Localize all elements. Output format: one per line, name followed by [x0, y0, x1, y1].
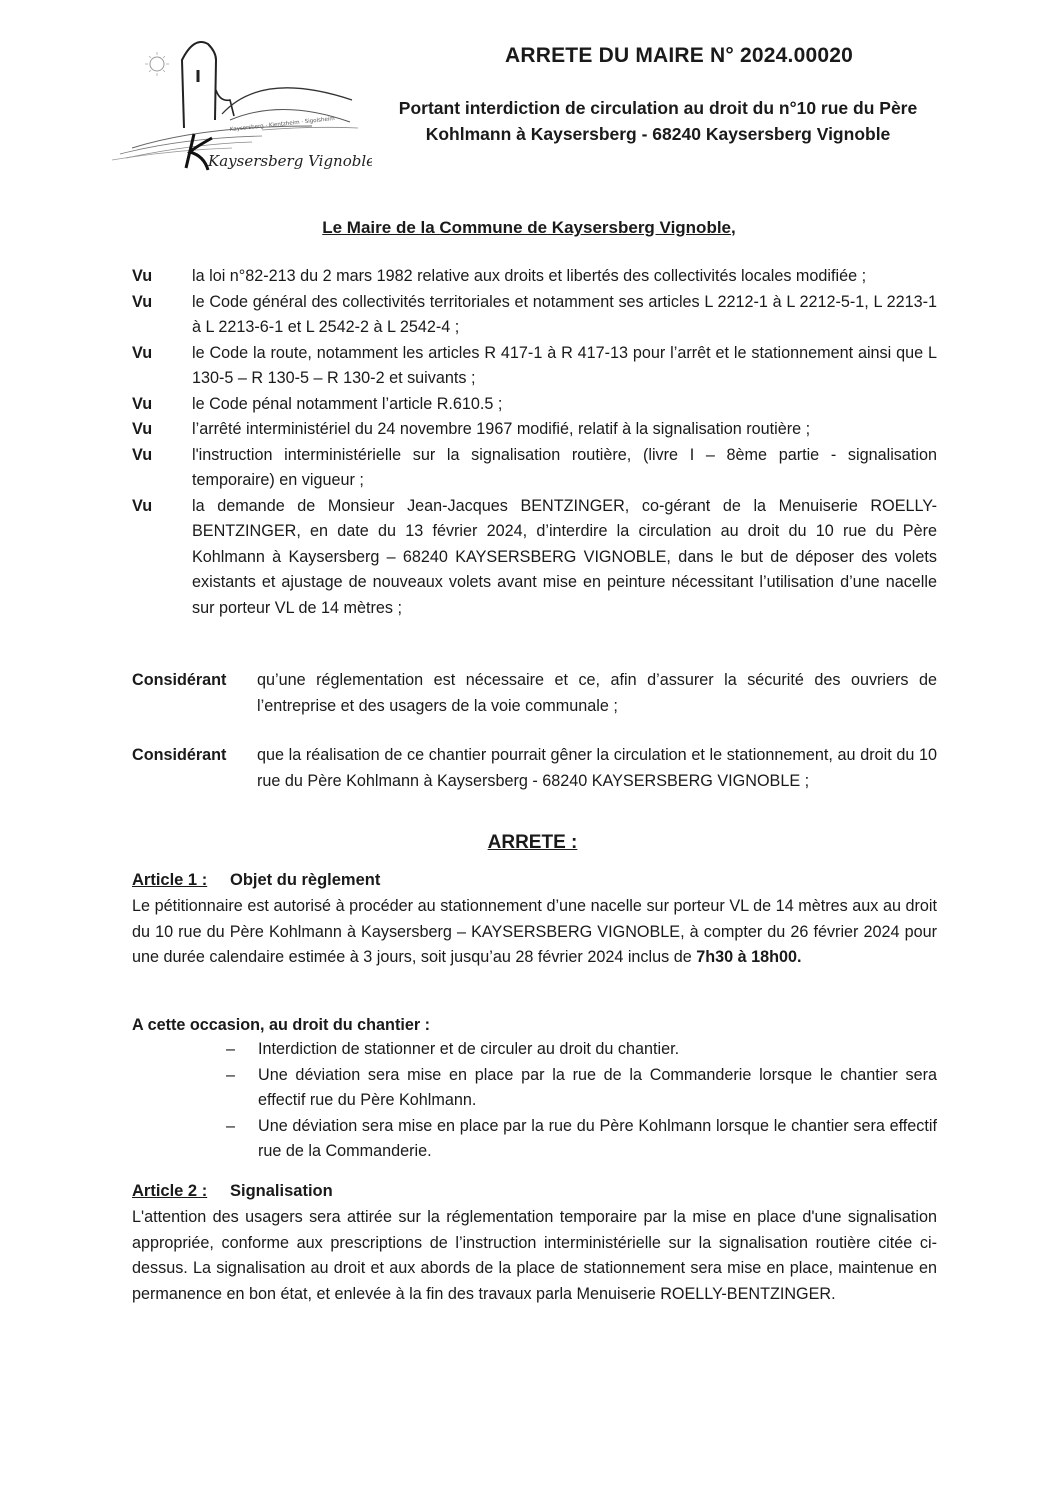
list-item-text: Une déviation sera mise en place par la rue du Père Kohlmann lorsque le chantier sera effectif rue de la Commanderie.	[258, 1116, 937, 1160]
arrete-subtitle: Portant interdiction de circulation au droit du n°10 rue du Père Kohlmann à Kaysersberg - 68240 Kaysersberg Vignoble	[398, 98, 918, 144]
vu-label: Vu	[132, 445, 153, 464]
logo-wordmark: Kaysersberg Vignoble	[208, 152, 372, 170]
vu-text: l’arrêté interministériel du 24 novembre 1967 modifié, relatif à la signalisation routière ;	[192, 420, 811, 438]
vu-label: Vu	[132, 420, 153, 438]
considerant-label: Considérant	[132, 671, 227, 689]
vu-item	[132, 494, 937, 622]
occasion-list	[226, 1037, 937, 1165]
vu-item	[132, 264, 937, 290]
considerant-text: que la réalisation de ce chantier pourrait gêner la circulation et le stationnement, au droit du 10 rue du Père Kohlmann à Kaysersberg - 68240 KAYSERSBERG VIGNOBLE ;	[257, 746, 937, 790]
vu-text: la demande de Monsieur Jean-Jacques BENTZINGER, co-gérant de la Menuiserie ROELLY-BENTZINGER, en date du 13 février 2024, d’interdire la circulation au droit du 10 rue du Père Kohlmann à Kaysersberg – 68240 KAYSERSBERG VIGNOBLE, dans le but de déposer des volets existants et ajustage de nouveaux volets avant mise en peinture nécessitant l’utilisation d’une nacelle sur porteur VL de 14 mètres ;	[192, 496, 937, 617]
vu-label: Vu	[132, 267, 153, 285]
considerant-item	[132, 743, 937, 794]
vu-list	[132, 264, 937, 621]
article-2-heading	[132, 1182, 333, 1201]
vu-item	[132, 341, 937, 392]
vu-item	[132, 392, 937, 418]
vu-text: le Code général des collectivités territoriales et notamment ses articles L 2212-1 à L 2212-5-1, L 2213-1 à L 2213-6-1 et L 2542-2 à L 2542-4 ;	[192, 292, 937, 336]
occasion-heading: A cette occasion, au droit du chantier :	[132, 1016, 431, 1034]
maire-heading: Le Maire de la Commune de Kaysersberg Vignoble,	[322, 218, 736, 237]
vu-text: le Code pénal notamment l’article R.610.5 ;	[192, 394, 503, 413]
vu-text: l'instruction interministérielle sur la signalisation routière, (livre I – 8ème partie - signalisation temporaire) en vigueur ;	[192, 445, 937, 489]
considerant-text: qu’une réglementation est nécessaire et ce, afin d’assurer la sécurité des ouvriers de l’entreprise et des usagers de la voie communale ;	[257, 671, 937, 715]
list-item	[226, 1037, 937, 1063]
article-2-title: Signalisation	[230, 1182, 333, 1200]
article-1-body: Le pétitionnaire est autorisé à procéder au stationnement d’une nacelle sur porteur VL de 14 mètres aux au droit du 10 rue du Père Kohlmann à Kaysersberg – KAYSERSBERG VIGNOBLE, à compter du 26 février 2024 pour une durée calendaire estimée à 3 jours, soit jusqu’au 28 février 2024 inclus de	[132, 897, 937, 966]
vu-label: Vu	[132, 496, 153, 515]
considerant-item	[132, 668, 937, 719]
logo-graphic	[112, 30, 372, 180]
vu-text: le Code la route, notamment les articles R 417-1 à R 417-13 pour l’arrêt et le stationnement ainsi que L 130-5 – R 130-5 – R 130-2 et suivants ;	[192, 343, 937, 387]
arrete-title: ARRETE DU MAIRE N° 2024.00020	[505, 44, 853, 67]
vu-text: la loi n°82-213 du 2 mars 1982 relative aux droits et libertés des collectivités locales modifiée ;	[192, 267, 867, 285]
vu-item	[132, 443, 937, 494]
considerant-label: Considérant	[132, 746, 227, 764]
article-1-number: Article 1 :	[132, 871, 208, 889]
article-2-number: Article 2 :	[132, 1182, 208, 1200]
dash-bullet: –	[226, 1065, 236, 1084]
kaysersberg-logo	[112, 30, 372, 180]
article-1-heading	[132, 871, 380, 890]
vu-label: Vu	[132, 343, 153, 362]
arrete-heading: ARRETE :	[487, 832, 578, 853]
list-item	[226, 1063, 937, 1114]
vu-item	[132, 417, 937, 443]
vu-label: Vu	[132, 292, 153, 311]
vu-label: Vu	[132, 394, 153, 413]
list-item-text: Interdiction de stationner et de circuler au droit du chantier.	[258, 1040, 680, 1058]
dash-bullet: –	[226, 1040, 236, 1058]
logo-small-text: Kaysersberg · Kientzheim · Sigolsheim	[229, 116, 335, 133]
article-1-title: Objet du règlement	[230, 871, 381, 889]
article-1-hours: 7h30 à 18h00.	[696, 948, 802, 966]
list-item-text: Une déviation sera mise en place par la rue de la Commanderie lorsque le chantier sera effectif rue du Père Kohlmann.	[258, 1065, 937, 1109]
article-2-text: L'attention des usagers sera attirée sur la réglementation temporaire par la mise en place d'une signalisation appropriée, conforme aux prescriptions de l’instruction interministérielle sur la signalisation routière citée ci-dessus. La signalisation au droit et aux abords de la place de stationnement sera mise en place, maintenue en permanence en bon état, et enlevée à la fin des travaux parla Menuiserie ROELLY-BENTZINGER.	[132, 1208, 937, 1303]
vu-item	[132, 290, 937, 341]
dash-bullet: –	[226, 1116, 236, 1135]
article-1-text	[132, 894, 937, 971]
list-item	[226, 1114, 937, 1165]
